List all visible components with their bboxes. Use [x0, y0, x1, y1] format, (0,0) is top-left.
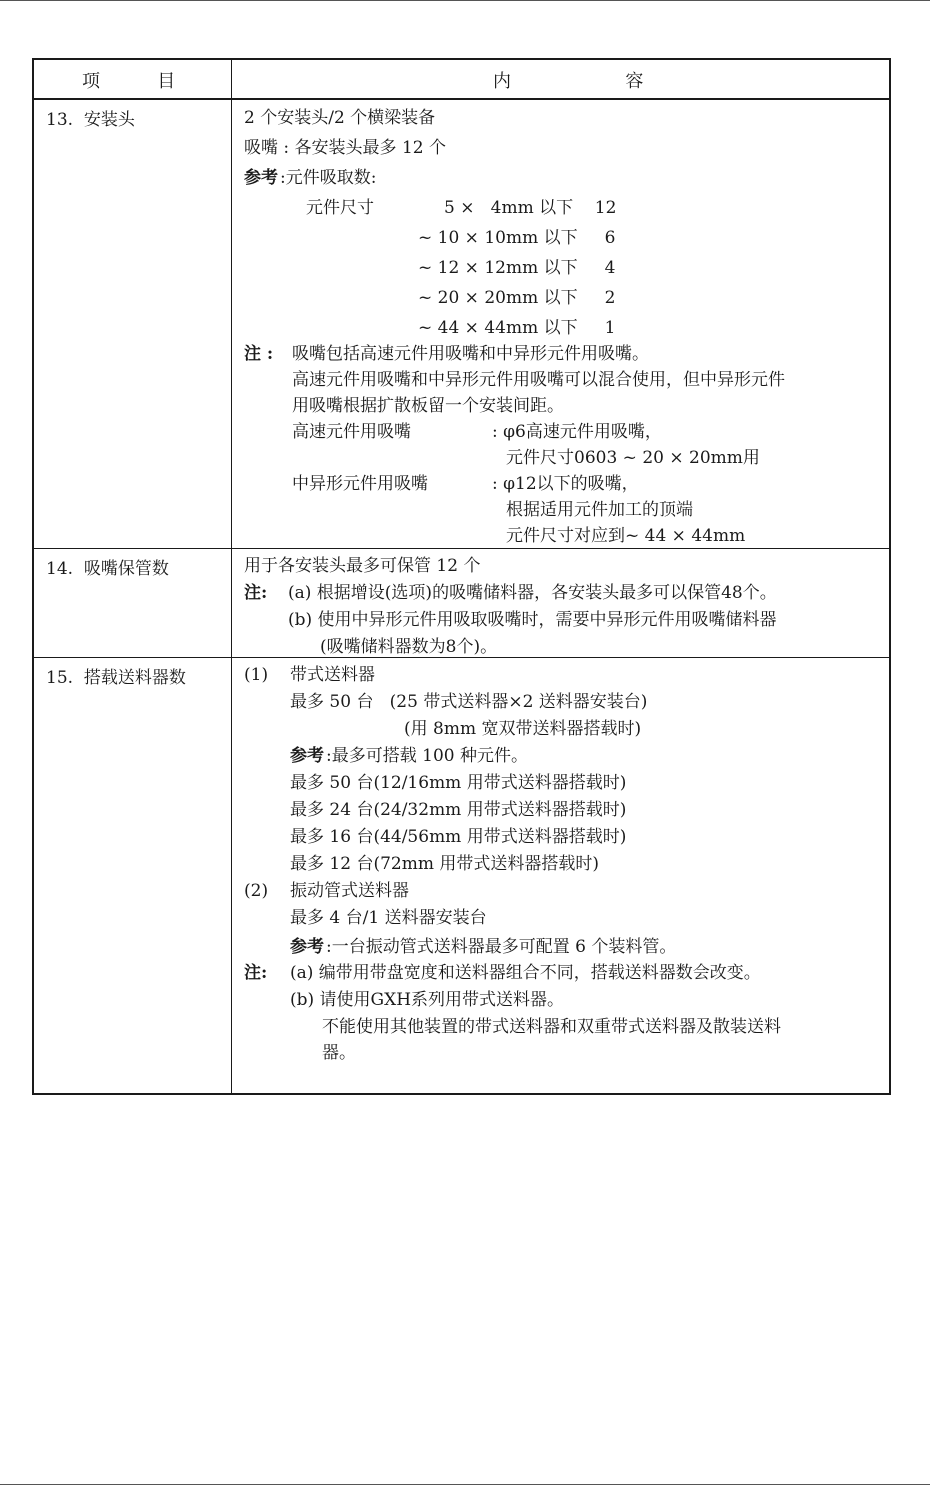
content-line: 最多 50 台(12/16mm 用带式送料器搭载时) — [290, 773, 627, 793]
content-line: 根据适用元件加工的顶端 — [506, 500, 693, 520]
reference-tag: 参考 — [290, 937, 324, 957]
content-line: (用 8mm 宽双带送料器搭载时) — [404, 719, 642, 739]
size-row: ~ 10 × 10mm 以下 6 — [418, 228, 616, 248]
content-line: :一台振动管式送料器最多可配置 6 个装料管。 — [326, 937, 677, 957]
bottom-rule — [0, 1484, 930, 1485]
note-tag: 注: — [244, 583, 268, 603]
size-row: ~ 12 × 12mm 以下 4 — [418, 258, 616, 278]
size-row: 5 × 4mm 以下 12 — [444, 198, 617, 218]
size-row: ~ 20 × 20mm 以下 2 — [418, 288, 616, 308]
header-divider — [34, 98, 889, 100]
content-line: 最多 24 台(24/32mm 用带式送料器搭载时) — [290, 800, 627, 820]
content-line: (a) 编带用带盘宽度和送料器组合不同，搭载送料器数会改变。 — [290, 963, 761, 983]
reference-tag: 参考 — [290, 746, 324, 766]
content-line: 器。 — [322, 1043, 356, 1063]
spec-table — [32, 58, 891, 1095]
content-line: : φ12以下的吸嘴， — [492, 474, 639, 494]
content-line: :元件吸取数: — [280, 168, 377, 188]
note-tag: 注: — [244, 963, 268, 983]
content-line: 最多 4 台/1 送料器安装台 — [290, 908, 487, 928]
content-line: 用于各安装头最多可保管 12 个 — [244, 556, 481, 576]
content-line: (a) 根据增设(选项)的吸嘴储料器，各安装头最多可以保管48个。 — [288, 583, 777, 603]
content-line: 高速元件用吸嘴 — [292, 422, 411, 442]
content-line: 最多 16 台(44/56mm 用带式送料器搭载时) — [290, 827, 627, 847]
content-line: 用吸嘴根据扩散板留一个安装间距。 — [292, 396, 564, 416]
top-rule — [0, 0, 930, 1]
content-line: (2) — [244, 881, 269, 901]
size-row: ~ 44 × 44mm 以下 1 — [418, 318, 616, 338]
row-divider — [34, 548, 889, 549]
content-line: (1) — [244, 665, 269, 685]
content-line: 中异形元件用吸嘴 — [292, 474, 428, 494]
reference-tag: 参考 — [244, 168, 278, 188]
content-line: 带式送料器 — [290, 665, 375, 685]
content-line: 吸嘴 : 各安装头最多 12 个 — [244, 138, 446, 158]
row-divider — [34, 657, 889, 658]
column-divider — [231, 60, 232, 1093]
content-line: 元件尺寸 — [306, 198, 374, 218]
header-content: 内 容 — [493, 71, 644, 92]
header-item: 项 目 — [82, 71, 176, 92]
content-line: 最多 12 台(72mm 用带式送料器搭载时) — [290, 854, 599, 874]
content-line: 元件尺寸0603 ~ 20 × 20mm用 — [506, 448, 760, 468]
content-line: 2 个安装头/2 个横梁装备 — [244, 108, 436, 128]
row-label: 15. 搭载送料器数 — [46, 668, 186, 688]
content-line: (吸嘴储料器数为8个)。 — [320, 637, 498, 657]
content-line: 不能使用其他装置的带式送料器和双重带式送料器及散装送料 — [322, 1017, 781, 1037]
row-label: 13. 安装头 — [46, 110, 135, 130]
note-tag: 注 : — [244, 344, 274, 364]
content-line: :最多可搭载 100 种元件。 — [326, 746, 528, 766]
content-line: 高速元件用吸嘴和中异形元件用吸嘴可以混合使用，但中异形元件 — [292, 370, 785, 390]
content-line: (b) 请使用GXH系列用带式送料器。 — [290, 990, 565, 1010]
content-line: : φ6高速元件用吸嘴， — [492, 422, 662, 442]
content-line: 元件尺寸对应到~ 44 × 44mm — [506, 526, 746, 546]
content-line: (b) 使用中异形元件用吸取吸嘴时，需要中异形元件用吸嘴储料器 — [288, 610, 777, 630]
content-line: 最多 50 台 (25 带式送料器×2 送料器安装台) — [290, 692, 648, 712]
content-line: 振动管式送料器 — [290, 881, 409, 901]
row-label: 14. 吸嘴保管数 — [46, 559, 169, 579]
content-line: 吸嘴包括高速元件用吸嘴和中异形元件用吸嘴。 — [292, 344, 649, 364]
